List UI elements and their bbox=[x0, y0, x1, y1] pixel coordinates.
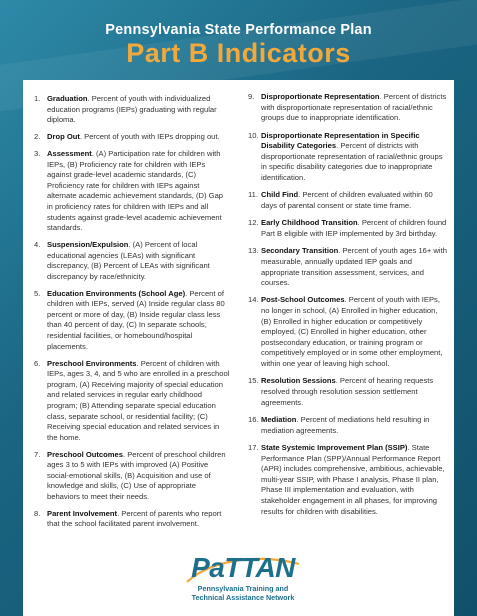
item-term: Preschool Environments bbox=[47, 358, 137, 368]
item-number: 9. bbox=[248, 92, 255, 101]
item-term: Disproportionate Representation bbox=[261, 92, 380, 101]
list-item bbox=[34, 289, 230, 353]
item-number: 7. bbox=[34, 449, 41, 459]
item-number: 2. bbox=[34, 132, 41, 142]
indicator-list-right bbox=[248, 92, 448, 524]
list-item bbox=[34, 359, 230, 444]
item-description: . Percent of hearing requests resolved through resolution session settlement agreements. bbox=[261, 376, 434, 407]
item-term: Disproportionate Representation in Specific Disability Categories bbox=[261, 130, 420, 151]
logo-tagline-line1: Pennsylvania Training and bbox=[197, 584, 289, 593]
item-number: 11. bbox=[248, 190, 258, 200]
list-item bbox=[248, 218, 448, 239]
item-description: . (A) Percent of local educational agencies (LEAs) with significant discrepancy, (B) Percent of LEAs with significant discrepancy by race/ethnicity. bbox=[47, 240, 210, 281]
list-item bbox=[248, 443, 448, 517]
logo-tagline-line2: Technical Assistance Network bbox=[191, 592, 295, 602]
item-term: Mediation bbox=[261, 415, 297, 425]
list-item bbox=[248, 131, 448, 184]
list-item bbox=[248, 415, 448, 436]
item-number: 17. bbox=[248, 443, 259, 452]
list-item bbox=[34, 240, 230, 282]
item-term: Preschool Outcomes bbox=[47, 449, 123, 459]
item-term: Graduation bbox=[47, 94, 88, 103]
item-number: 12. bbox=[248, 218, 259, 228]
list-item bbox=[248, 246, 448, 288]
list-item bbox=[248, 376, 448, 408]
item-term: State Systemic Improvement Plan (SSIP) bbox=[261, 443, 408, 452]
item-description: . Percent of youth with IEPs dropping out. bbox=[79, 132, 220, 142]
item-number: 4. bbox=[34, 240, 41, 250]
item-term: Early Childhood Transition bbox=[261, 218, 358, 228]
item-term: Assessment bbox=[47, 148, 92, 158]
item-description: . Percent of parents who report that the school facilitated parent involvement. bbox=[47, 508, 222, 529]
indicator-list-left bbox=[34, 94, 230, 536]
item-term: Drop Out bbox=[47, 132, 80, 142]
item-term: Parent Involvement bbox=[47, 508, 118, 518]
item-description: . Percent of children found Part B eligible with IEP implemented by 3rd birthday. bbox=[261, 218, 447, 238]
logo-wordmark: PaTTAN bbox=[191, 552, 295, 583]
item-term: Suspension/Expulsion bbox=[47, 240, 129, 250]
item-number: 16. bbox=[248, 415, 259, 425]
item-term: Post-School Outcomes bbox=[261, 295, 345, 305]
item-number: 10. bbox=[248, 130, 259, 140]
list-item bbox=[34, 149, 230, 234]
item-description: . Percent of children evaluated within 60 days of parental consent or state time frame. bbox=[261, 190, 433, 210]
logo-tagline bbox=[173, 585, 313, 602]
item-number: 8. bbox=[34, 508, 41, 518]
list-item bbox=[248, 190, 448, 211]
item-description: . Percent of preschool children ages 3 to 5 with IEPs with improved (A) Positive social-emotional skills, (B) Acquisition and use of knowledge and skills, (C) Use of appropriate behaviors to meet their needs. bbox=[47, 449, 226, 501]
item-description: . (A) Participation rate for children with IEPs, (B) Proficiency rate for children with IEPs against grade-level academic standards, (C) Proficiency rate for children with IEPs against alternate academic achievement standards, (D) Gap in proficiency rates for children with IEPs and all students against grade-level academic achievement standards. bbox=[47, 148, 224, 233]
item-number: 6. bbox=[34, 358, 41, 368]
item-number: 1. bbox=[34, 94, 41, 103]
item-number: 3. bbox=[34, 148, 41, 158]
list-item bbox=[34, 94, 230, 126]
content-page bbox=[23, 80, 454, 616]
item-description: . State Performance Plan (SPP)/Annual Performance Report (APR) includes comprehensive, ambitious, achievable, multi-year SSIP, with Phase I analysis, Phase II plan, Phase III implementation and evaluation, with stakeholder engagement in all phases, for improving results for children with disabilities. bbox=[261, 443, 445, 516]
item-number: 14. bbox=[248, 295, 259, 305]
item-term: Resolution Sessions bbox=[261, 376, 336, 386]
item-description: . Percent of youth ages 16+ with measurable, annually updated IEP goals and appropriate transition assessment, services, and courses. bbox=[261, 246, 447, 288]
item-number: 13. bbox=[248, 246, 259, 256]
item-number: 15. bbox=[248, 376, 259, 386]
item-description: . Percent of children with IEPs, ages 3, 4, and 5 who are enrolled in a preschool program, (A) Receiving majority of special education and related services in regular early childhood program; (B) Attending separate special education class, separate school, or residential facility; (C) Receiving special education and related services in the home. bbox=[47, 358, 230, 442]
list-item bbox=[34, 509, 230, 530]
item-term: Education Environments (School Age) bbox=[47, 288, 186, 298]
page-subtitle: Pennsylvania State Performance Plan bbox=[105, 22, 372, 38]
page-title: Part B Indicators bbox=[126, 38, 351, 68]
list-item bbox=[248, 295, 448, 369]
item-description: . Percent of youth with IEPs, no longer in school, (A) Enrolled in higher education, (B) Enrolled in higher education or competitively employed, (C) Enrolled in higher education, other postsecondary education, or training program or competitively employed or in some other employment, within one year of leaving high school. bbox=[261, 295, 443, 369]
item-number: 5. bbox=[34, 288, 41, 298]
item-description: . Percent of youth with individualized education programs (IEPs) graduating with regular diploma. bbox=[47, 94, 217, 125]
list-item bbox=[34, 450, 230, 503]
item-description: . Percent of mediations held resulting in mediation agreements. bbox=[261, 415, 430, 435]
item-description: . Percent of districts with disproportionate representation of racial/ethnic groups in specific disability categories due to inappropriate identification. bbox=[261, 141, 443, 182]
item-description: . Percent of children with IEPs, served (A) Inside regular class 80 percent or more of day, (B) Inside regular class less than 40 percent of day, (C) In separate schools, residential facilities, or homebound/hospital placements. bbox=[47, 288, 225, 351]
header bbox=[0, 0, 477, 78]
list-item bbox=[34, 132, 230, 143]
item-description: . Percent of districts with disproportionate representation of racial/ethnic groups due to inappropriate identification. bbox=[261, 92, 447, 123]
item-term: Child Find bbox=[261, 190, 299, 200]
item-term: Secondary Transition bbox=[261, 246, 339, 256]
list-item bbox=[248, 92, 448, 124]
pattan-logo bbox=[173, 552, 313, 612]
